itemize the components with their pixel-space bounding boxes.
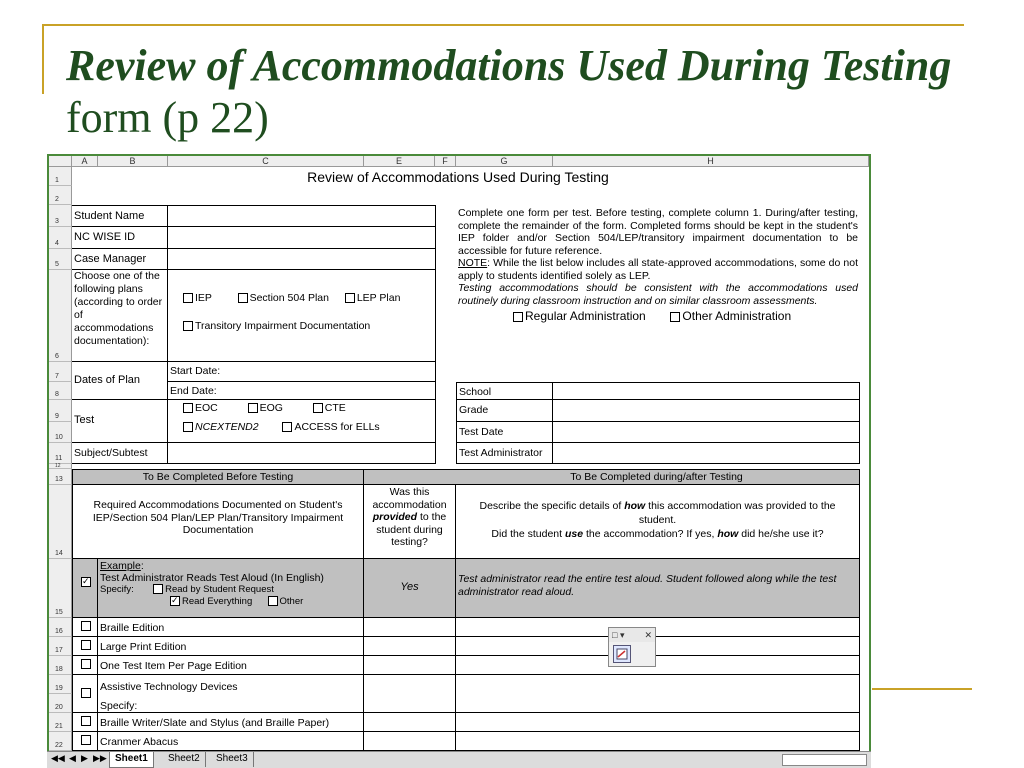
other-label: Other <box>279 596 304 607</box>
row-header[interactable]: 15 <box>49 559 72 618</box>
eog-label: EOG <box>259 402 283 414</box>
braille-writer-details[interactable] <box>456 713 860 732</box>
cranmer-abacus-checkbox[interactable] <box>81 735 91 745</box>
braille-writer-provided[interactable] <box>364 713 456 732</box>
test-options <box>168 400 436 443</box>
student-name-field[interactable] <box>168 205 436 227</box>
row-header[interactable]: 16 <box>49 618 72 637</box>
example-description: Test administrator read the entire test aloud. Student followed along while the test administrator read aloud. <box>456 559 860 618</box>
paste-options-icon[interactable] <box>613 645 631 663</box>
slide-title <box>66 40 966 144</box>
assistive-tech-details[interactable] <box>456 675 860 713</box>
note-label: NOTE <box>458 257 488 269</box>
braille-edition-details[interactable] <box>456 618 860 637</box>
was-provided-header <box>364 485 456 559</box>
iep-checkbox[interactable] <box>183 293 193 303</box>
was-provided-text-1: Was this accommodation <box>372 486 447 511</box>
braille-edition-label: Braille Edition <box>98 618 364 637</box>
before-testing-header: To Be Completed Before Testing <box>72 469 364 485</box>
tab-sheet3[interactable]: Sheet3 <box>211 752 254 767</box>
cranmer-abacus-label: Cranmer Abacus <box>98 732 364 751</box>
horizontal-scrollbar[interactable] <box>782 754 867 766</box>
describe-how: how <box>624 500 646 512</box>
item-checkbox-cell <box>72 732 98 751</box>
row-header[interactable]: 6 <box>49 270 72 362</box>
assistive-tech-cell <box>98 675 364 713</box>
did-use-text-2: the accommodation? If yes, <box>586 528 715 540</box>
test-date-label: Test Date <box>456 422 553 443</box>
row-header[interactable]: 3 <box>49 205 72 227</box>
large-print-details[interactable] <box>456 637 860 656</box>
instructions-italic: Testing accommodations should be consistent with the accommodations used routinely during classroom instruction and on similar classroom assessments. <box>458 282 858 307</box>
case-manager-label: Case Manager <box>72 249 168 270</box>
one-item-per-page-checkbox[interactable] <box>81 659 91 669</box>
nc-wise-id-label: NC WISE ID <box>72 227 168 249</box>
instructions <box>456 205 860 362</box>
row-header[interactable]: 4 <box>49 227 72 249</box>
eoc-checkbox[interactable] <box>183 403 193 413</box>
required-accommodations-header: Required Accommodations Documented on Student's IEP/Section 504 Plan/LEP Plan/Transitory Impairment Documentation <box>72 485 364 559</box>
row-header[interactable]: 8 <box>49 382 72 400</box>
toolbar-icon: □ <box>612 630 618 640</box>
read-by-request-label: Read by Student Request <box>165 584 274 595</box>
braille-edition-checkbox[interactable] <box>81 621 91 631</box>
student-name-label: Student Name <box>72 205 168 227</box>
other-admin-checkbox[interactable] <box>670 312 680 322</box>
example-item: Test Administrator Reads Test Aloud (In English) <box>100 572 324 584</box>
read-everything-checkbox[interactable] <box>170 596 180 606</box>
col-header-c[interactable]: C <box>168 156 364 167</box>
spreadsheet[interactable] <box>47 154 871 768</box>
grade-label: Grade <box>456 400 553 422</box>
after-testing-header: To Be Completed during/after Testing <box>364 469 860 485</box>
floating-toolbar[interactable] <box>608 627 656 667</box>
other-admin-label: Other Administration <box>682 309 792 323</box>
cte-checkbox[interactable] <box>313 403 323 413</box>
example-label: Example <box>100 560 141 572</box>
dropdown-icon[interactable]: ▾ <box>619 630 625 640</box>
row-header[interactable]: 12 <box>49 464 72 469</box>
row-header[interactable]: 18 <box>49 656 72 675</box>
slide-title-plain: form (p 22) <box>66 93 269 142</box>
regular-admin-checkbox[interactable] <box>513 312 523 322</box>
col-header-g[interactable]: G <box>456 156 553 167</box>
row-header[interactable]: 22 <box>49 732 72 751</box>
end-date-field[interactable]: End Date: <box>168 382 436 400</box>
access-ells-label: ACCESS for ELLs <box>294 421 380 433</box>
read-by-request-checkbox[interactable] <box>153 584 163 594</box>
col-header-a[interactable]: A <box>72 156 98 167</box>
subject-label: Subject/Subtest <box>72 443 168 464</box>
tab-sheet1[interactable]: Sheet1 <box>109 752 154 768</box>
test-label: Test <box>72 400 168 443</box>
select-all-corner[interactable] <box>49 156 72 167</box>
regular-admin-label: Regular Administration <box>525 309 646 323</box>
other-checkbox[interactable] <box>268 596 278 606</box>
assistive-tech-provided[interactable] <box>364 675 456 713</box>
item-checkbox-cell <box>72 675 98 713</box>
sheet-tab-bar <box>47 751 871 768</box>
access-ells-checkbox[interactable] <box>282 422 292 432</box>
did-use-text-3: did he/she use it? <box>741 528 824 540</box>
item-checkbox-cell <box>72 713 98 732</box>
slide-title-bold: Review of Accommodations Used During Testing <box>66 41 952 90</box>
test-admin-label: Test Administrator <box>456 443 553 464</box>
describe-text-2: this accommodation was provided to the student. <box>638 500 836 526</box>
one-item-per-page-details[interactable] <box>456 656 860 675</box>
next-sheet-arrow-icon[interactable]: ▶ <box>81 753 88 763</box>
one-item-per-page-label: One Test Item Per Page Edition <box>98 656 364 675</box>
last-sheet-arrow-icon[interactable]: ▶▶ <box>93 753 107 763</box>
tab-sheet2[interactable]: Sheet2 <box>163 752 206 767</box>
braille-writer-label: Braille Writer/Slate and Stylus (and Braille Paper) <box>98 713 364 732</box>
row-header[interactable]: 13 <box>49 469 72 485</box>
col-header-f[interactable]: F <box>435 156 456 167</box>
plan-options <box>168 270 436 362</box>
row-header[interactable]: 9 <box>49 400 72 422</box>
row-header[interactable]: 10 <box>49 422 72 443</box>
did-use-how: how <box>717 528 739 540</box>
was-provided-text-2: to the student during testing? <box>376 511 447 548</box>
cte-label: CTE <box>324 402 346 414</box>
col-header-b[interactable]: B <box>98 156 168 167</box>
cranmer-abacus-provided[interactable] <box>364 732 456 751</box>
close-icon[interactable]: ✕ <box>644 630 652 640</box>
row-header[interactable]: 2 <box>49 186 72 205</box>
section-504-checkbox[interactable] <box>238 293 248 303</box>
describe-text-1: Describe the specific details of <box>479 500 622 512</box>
did-use-text-1: Did the student <box>491 528 563 540</box>
col-header-e[interactable]: E <box>364 156 435 167</box>
example-checkbox[interactable] <box>81 577 91 587</box>
item-checkbox-cell <box>72 656 98 675</box>
braille-writer-checkbox[interactable] <box>81 716 91 726</box>
prev-sheet-arrow-icon[interactable]: ◀ <box>69 753 76 763</box>
note-text: : While the list below includes all state-approved accommodations, some do not apply to students identified solely as LEP. <box>458 257 858 282</box>
section-504-label: Section 504 Plan <box>249 292 329 304</box>
row-header[interactable]: 20 <box>49 694 72 713</box>
row-header[interactable]: 11 <box>49 443 72 464</box>
large-print-label: Large Print Edition <box>98 637 364 656</box>
large-print-checkbox[interactable] <box>81 640 91 650</box>
ncextend2-checkbox[interactable] <box>183 422 193 432</box>
slide-bottom-right-rule <box>872 688 972 690</box>
grade-field[interactable] <box>553 400 860 422</box>
example-cell: Example: Test Administrator Reads Test Aloud (In English) Specify: Read by Student Request ✓Read Everything Other <box>98 559 364 618</box>
cranmer-abacus-details[interactable] <box>456 732 860 751</box>
nc-wise-id-field[interactable] <box>168 227 436 249</box>
first-sheet-arrow-icon[interactable]: ◀◀ <box>51 753 65 763</box>
slide-left-rule <box>42 24 44 94</box>
transitory-label: Transitory Impairment Documentation <box>195 320 371 332</box>
ncextend2-label: NCEXTEND2 <box>195 421 259 433</box>
row-header[interactable]: 19 <box>49 675 72 694</box>
choose-plan-label: Choose one of the following plans (according to order of accommodations documentation): <box>72 270 168 362</box>
school-label: School <box>456 382 553 400</box>
case-manager-field[interactable] <box>168 249 436 270</box>
lep-plan-label: LEP Plan <box>356 292 401 304</box>
form-heading: Review of Accommodations Used During Testing <box>307 169 609 185</box>
row-header[interactable]: 17 <box>49 637 72 656</box>
iep-label: IEP <box>195 292 212 304</box>
read-everything-label: Read Everything <box>182 596 253 607</box>
test-admin-field[interactable] <box>553 443 860 464</box>
example-specify: Specify: <box>100 584 134 595</box>
braille-edition-provided[interactable] <box>364 618 456 637</box>
was-provided-bold: provided <box>372 511 418 523</box>
assistive-tech-checkbox[interactable] <box>81 688 91 698</box>
school-field[interactable] <box>553 382 860 400</box>
row-header[interactable]: 5 <box>49 249 72 270</box>
item-checkbox-cell <box>72 618 98 637</box>
did-use-use: use <box>564 528 584 540</box>
row-header[interactable]: 7 <box>49 362 72 382</box>
assistive-tech-specify: Specify: <box>100 700 138 712</box>
large-print-provided[interactable] <box>364 637 456 656</box>
col-header-h[interactable]: H <box>553 156 869 167</box>
instructions-text: Complete one form per test. Before testing, complete column 1. During/after testing, complete the remainder of the form. Completed forms should be kept in the student's IEP folder and/or Section 504/LEP/transitory impairment documentation to be accessible for future reference. <box>458 207 858 257</box>
slide-top-rule <box>42 24 964 26</box>
example-provided-cell: Yes <box>364 559 456 618</box>
row-header[interactable]: 14 <box>49 485 72 559</box>
assistive-tech-label: Assistive Technology Devices <box>100 681 238 693</box>
example-checkbox-cell <box>72 559 98 618</box>
describe-header <box>456 485 860 559</box>
row-header[interactable]: 1 <box>49 167 72 186</box>
eog-checkbox[interactable] <box>248 403 258 413</box>
row-header[interactable]: 21 <box>49 713 72 732</box>
dates-of-plan-label: Dates of Plan <box>72 362 168 400</box>
item-checkbox-cell <box>72 637 98 656</box>
one-item-per-page-provided[interactable] <box>364 656 456 675</box>
start-date-field[interactable]: Start Date: <box>168 362 436 382</box>
eoc-label: EOC <box>195 402 218 414</box>
lep-plan-checkbox[interactable] <box>345 293 355 303</box>
test-date-field[interactable] <box>553 422 860 443</box>
subject-field[interactable] <box>168 443 436 464</box>
transitory-checkbox[interactable] <box>183 321 193 331</box>
